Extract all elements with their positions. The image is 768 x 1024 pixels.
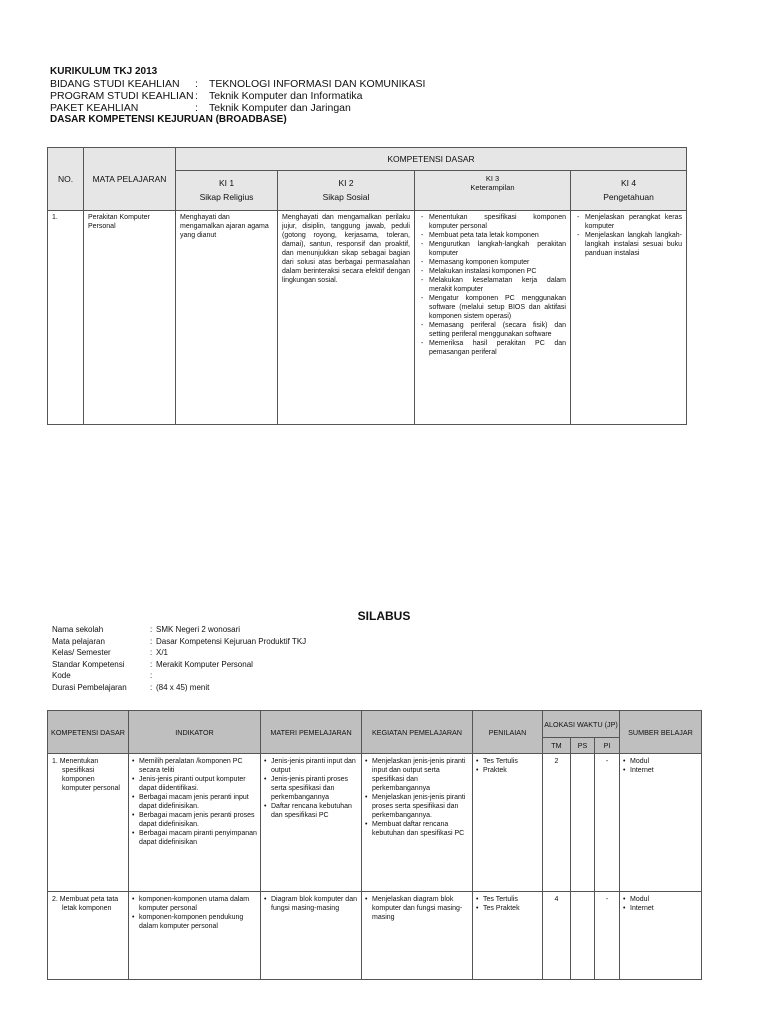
meta-row: Nama sekolah : SMK Negeri 2 wonosari <box>52 625 241 634</box>
row-ki4 <box>571 211 687 425</box>
list-item: - Memasang komponen komputer <box>419 258 566 267</box>
list-item: • Praktek <box>476 766 539 775</box>
list-item: • Daftar rencana kebutuhan dan spesifikasi PC <box>264 802 358 820</box>
row-ki2: Menghayati dan mengamalkan perilaku jujur, disiplin, tanggung jawab, peduli (gotong royong, kerjasama, toleran, damai), santun, responsif dan proaktif, dan menunjukkan sikap sebagai bagian dari solusi atas berbagai permasalahan dalam berinteraksi secara efektif dengan lingkungan sosial. <box>278 211 415 425</box>
list-item: - Memasang periferal (secara fisik) dan setting periferal menggunakan software <box>419 321 566 339</box>
cell-kegiatan <box>362 754 473 892</box>
row-ki3 <box>415 211 571 425</box>
cell-ps <box>571 754 595 892</box>
meta-row: Kode : <box>52 671 153 680</box>
list-item: • Internet <box>623 766 698 775</box>
col-kegiatan-header: KEGIATAN PEMELAJARAN <box>362 711 473 754</box>
list-item: • Modul <box>623 757 698 766</box>
list-item: • Menjelaskan diagram blok komputer dan fungsi masing-masing <box>365 895 469 922</box>
list-item: • Tes Tertulis <box>476 757 539 766</box>
silabus-table <box>47 710 702 980</box>
list-item: • Menjelaskan jenis-jenis piranti proses serta spesifikasi dan perkembangannya. <box>365 793 469 820</box>
list-item: • komponen-komponen utama dalam komputer personal <box>132 895 257 913</box>
col-sumber-header: SUMBER BELAJAR <box>620 711 702 754</box>
list-item: • Membuat daftar rencana kebutuhan dan spesifikasi PC <box>365 820 469 838</box>
meta-row: Mata pelajaran : Dasar Kompetensi Kejuruan Produktif TKJ <box>52 636 307 646</box>
list-item: • komponen-komponen pendukung dalam komputer personal <box>132 913 257 931</box>
list-item: • Internet <box>623 904 698 913</box>
list-item: - Melakukan keselamatan kerja dalam merakit komputer <box>419 276 566 294</box>
meta-row: Standar Kompetensi : Merakit Komputer Personal <box>52 659 253 669</box>
meta-value: Teknik Komputer dan Informatika <box>209 90 363 102</box>
list-item: - Membuat peta tata letak komponen <box>419 231 566 240</box>
meta-label: PAKET KEAHLIAN <box>50 102 139 114</box>
list-item: - Mengatur komponen PC menggunakan software (melalui setup BIOS dan aktifasi komponen sistem operasi) <box>419 294 566 321</box>
list-item: • Diagram blok komputer dan fungsi masing-masing <box>264 895 358 913</box>
cell-kd: 2. Membuat peta tata letak komponen <box>48 892 129 980</box>
meta-value: Teknik Komputer dan Jaringan <box>209 102 351 114</box>
curriculum-header <box>50 66 690 126</box>
table-row <box>48 892 702 980</box>
list-item: • Jenis-jenis piranti output komputer dapat diidentifikasi. <box>132 775 257 793</box>
cell-indikator <box>129 892 261 980</box>
meta-label: PROGRAM STUDI KEAHLIAN <box>50 90 194 102</box>
silabus-meta <box>52 624 306 693</box>
ki1-header: KI 1 Sikap Religius <box>176 171 278 211</box>
table-row <box>48 211 687 425</box>
col-alokasi-header: ALOKASI WAKTU (JP) <box>543 711 620 738</box>
col-tm-header: TM <box>543 738 571 754</box>
list-item: - Memeriksa hasil perakitan PC dan pemasangan periferal <box>419 339 566 357</box>
col-mapel-header: MATA PELAJARAN <box>84 148 176 211</box>
cell-tm: 4 <box>543 892 571 980</box>
list-item: • Berbagai macam piranti penyimpanan dapat didefinisikan <box>132 829 257 847</box>
list-item: • Tes Praktek <box>476 904 539 913</box>
list-item: • Modul <box>623 895 698 904</box>
meta-row-bidang: BIDANG STUDI KEAHLIAN : TEKNOLOGI INFORMASI DAN KOMUNIKASI <box>50 78 426 90</box>
list-item: • Jenis-jenis piranti proses serta spesifikasi dan perkembangannya <box>264 775 358 802</box>
competency-table <box>47 147 687 425</box>
ki3-header: KI 3 Keterampilan <box>415 171 571 211</box>
col-kd-header: KOMPETENSI DASAR <box>48 711 129 754</box>
meta-row-paket: PAKET KEAHLIAN : Teknik Komputer dan Jaringan <box>50 102 351 114</box>
cell-indikator <box>129 754 261 892</box>
list-item: • Tes Tertulis <box>476 895 539 904</box>
list-item: - Menjelaskan perangkat keras komputer <box>575 213 682 231</box>
list-item: • Berbagai macam jenis peranti proses dapat didefinisikan. <box>132 811 257 829</box>
row-no: 1. <box>48 211 84 425</box>
col-indikator-header: INDIKATOR <box>129 711 261 754</box>
meta-value: TEKNOLOGI INFORMASI DAN KOMUNIKASI <box>209 78 426 90</box>
list-item: • Menjelaskan jenis-jenis piranti input dan output serta spesifikasi dan perkembangannya <box>365 757 469 793</box>
col-no-header: NO. <box>48 148 84 211</box>
col-ps-header: PS <box>571 738 595 754</box>
col-kd-header: KOMPETENSI DASAR <box>176 148 687 171</box>
list-item: - Menentukan spesifikasi komponen komputer personal <box>419 213 566 231</box>
cell-materi <box>261 892 362 980</box>
cell-materi <box>261 754 362 892</box>
curriculum-title: KURIKULUM TKJ 2013 <box>50 66 158 77</box>
ki2-header: KI 2 Sikap Sosial <box>278 171 415 211</box>
row-mapel: Perakitan Komputer Personal <box>84 211 176 425</box>
col-pi-header: PI <box>595 738 620 754</box>
cell-kd: 1. Menentukan spesifikasi komponen komputer personal <box>48 754 129 892</box>
cell-ps <box>571 892 595 980</box>
col-penilaian-header: PENILAIAN <box>473 711 543 754</box>
ki4-header: KI 4 Pengetahuan <box>571 171 687 211</box>
table-row <box>48 754 702 892</box>
cell-pi: - <box>595 754 620 892</box>
meta-row-program: PROGRAM STUDI KEAHLIAN : Teknik Komputer dan Informatika <box>50 90 363 102</box>
list-item: • Jenis-jenis piranti input dan output <box>264 757 358 775</box>
list-item: - Mengurutkan langkah-langkah perakitan komputer <box>419 240 566 258</box>
cell-pi: - <box>595 892 620 980</box>
col-materi-header: MATERI PEMELAJARAN <box>261 711 362 754</box>
cell-penilaian <box>473 892 543 980</box>
list-item: - Melakukan instalasi komponen PC <box>419 267 566 276</box>
meta-row: Durasi Pembelajaran : (84 x 45) menit <box>52 682 210 692</box>
meta-label: BIDANG STUDI KEAHLIAN <box>50 78 180 90</box>
list-item: - Menjelaskan langkah langkah-langkah instalasi sesuai buku panduan instalasi <box>575 231 682 258</box>
cell-penilaian <box>473 754 543 892</box>
cell-sumber <box>620 754 702 892</box>
row-ki1: Menghayati dan mengamalkan ajaran agama yang dianut <box>176 211 278 425</box>
cell-tm: 2 <box>543 754 571 892</box>
section-subtitle: DASAR KOMPETENSI KEJURUAN (BROADBASE) <box>50 114 287 125</box>
list-item: • Memilih peralatan /komponen PC secara teliti <box>132 757 257 775</box>
silabus-title: SILABUS <box>357 609 411 623</box>
list-item: • Berbagai macam jenis peranti input dapat didefinisikan. <box>132 793 257 811</box>
meta-row: Kelas/ Semester : X/1 <box>52 648 169 657</box>
cell-sumber <box>620 892 702 980</box>
cell-kegiatan <box>362 892 473 980</box>
